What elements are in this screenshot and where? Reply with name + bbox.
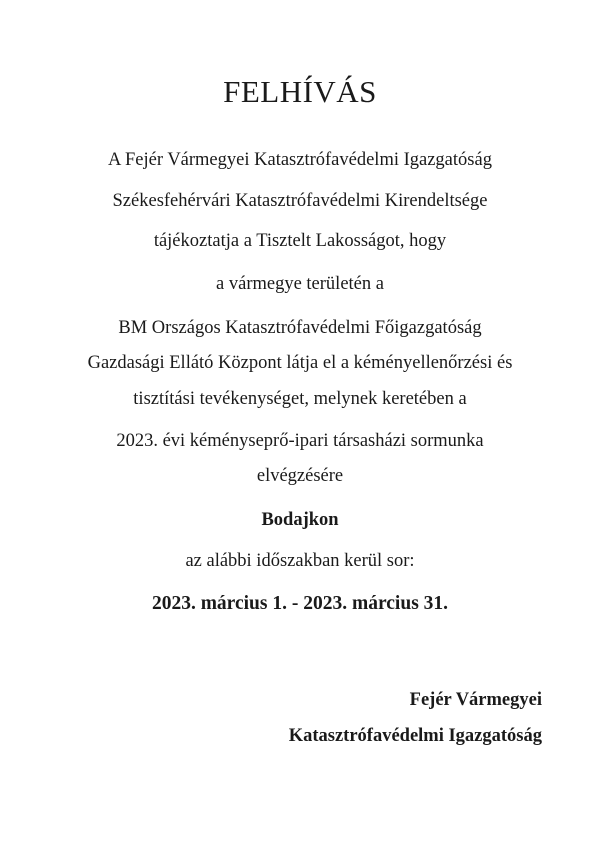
signature-line-1: Fejér Vármegyei xyxy=(409,690,542,710)
period-intro: az alábbi időszakban kerül sor: xyxy=(185,551,415,571)
document-title: FELHÍVÁS xyxy=(223,74,377,109)
location-name: Bodajkon xyxy=(261,510,339,530)
body-line-5: BM Országos Katasztrófavédelmi Főigazgatóság xyxy=(118,318,482,338)
signature-line-2: Katasztrófavédelmi Igazgatóság xyxy=(288,726,542,746)
period-dates: 2023. március 1. - 2023. március 31. xyxy=(151,593,449,614)
body-line-8: 2023. évi kéményseprő-ipari társasházi sormunka xyxy=(116,431,484,451)
body-line-2: Székesfehérvári Katasztrófavédelmi Kirendeltsége xyxy=(112,191,488,211)
body-line-3: tájékoztatja a Tisztelt Lakosságot, hogy xyxy=(153,231,447,251)
body-line-7: tisztítási tevékenységet, melynek keretében a xyxy=(133,389,467,409)
body-line-4: a vármegye területén a xyxy=(216,274,384,294)
body-line-6: Gazdasági Ellátó Központ látja el a kéményellenőrzési és xyxy=(87,353,513,373)
body-line-1: A Fejér Vármegyei Katasztrófavédelmi Igazgatóság xyxy=(108,150,492,170)
body-line-9: elvégzésére xyxy=(256,466,344,486)
